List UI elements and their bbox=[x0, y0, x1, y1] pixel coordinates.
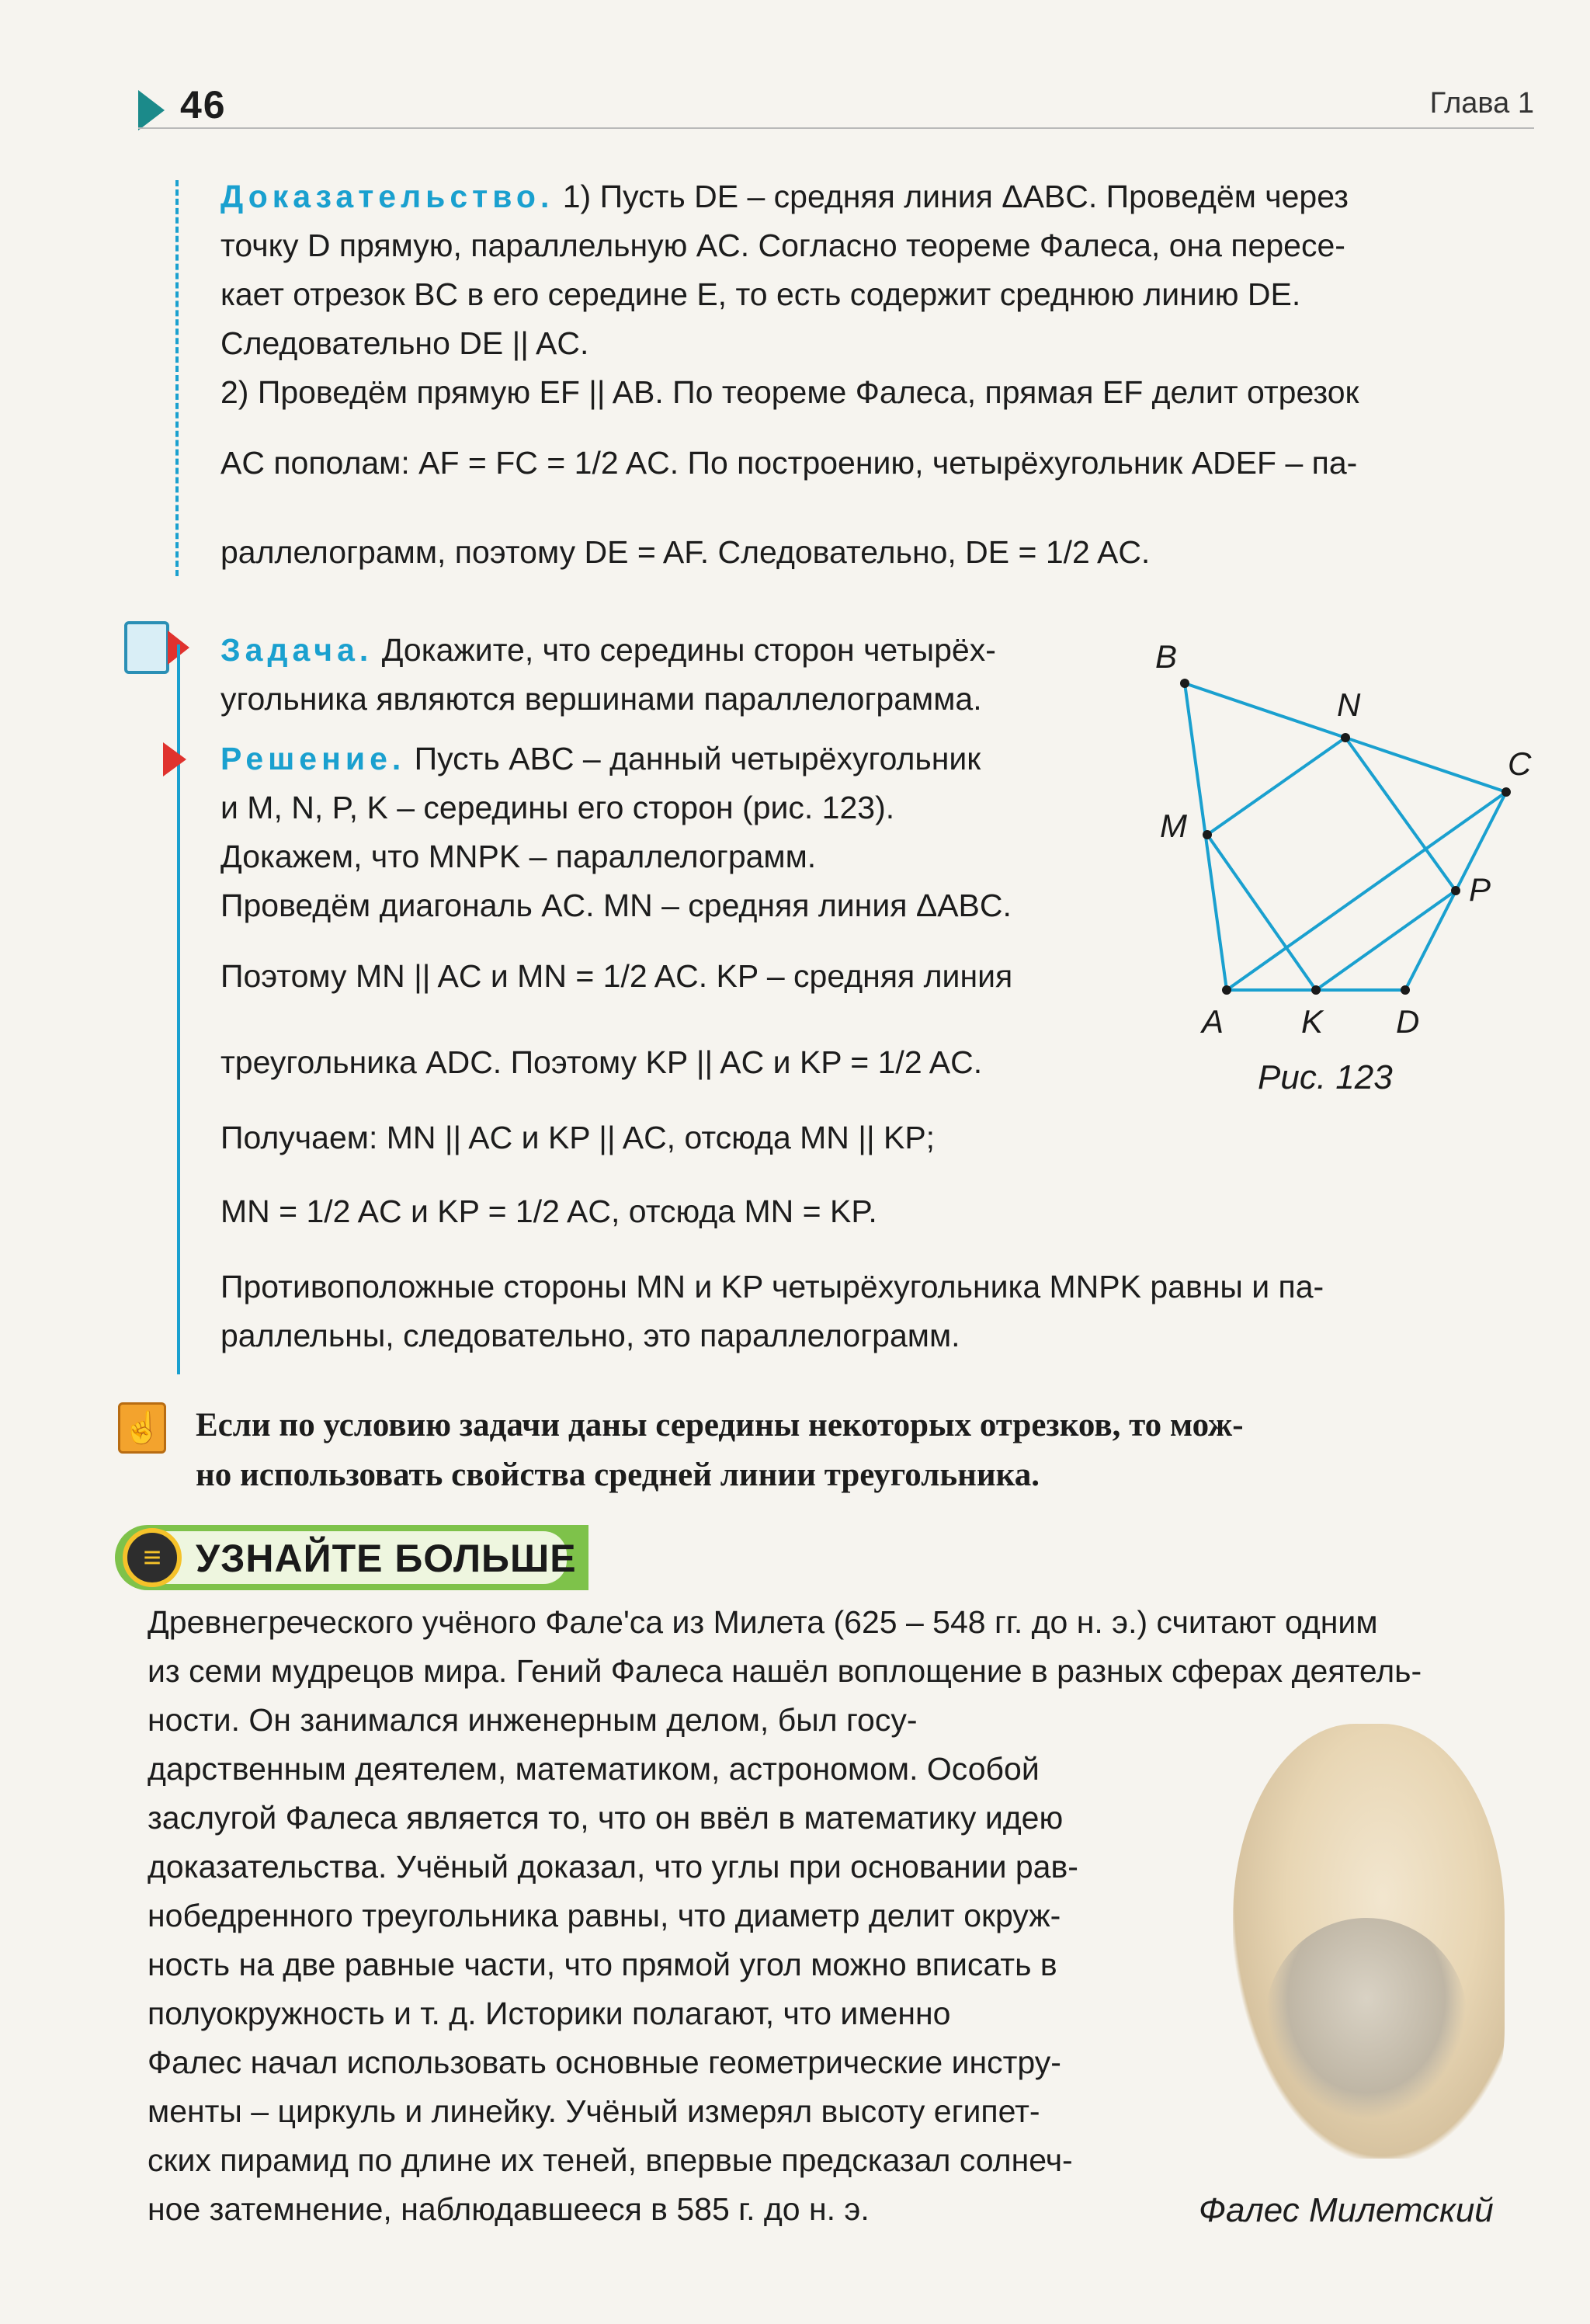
page-marker-arrow-icon bbox=[138, 90, 165, 130]
more-line-7: нобедренного треугольника равны, что диаметр делит окруж- bbox=[148, 1898, 1061, 1933]
label-b: B bbox=[1155, 638, 1178, 675]
proof-line-6: AC пополам: AF = FC = 1/2 AC. По построению, четырёхугольник ADEF – па- bbox=[220, 445, 1358, 481]
chapter-label: Глава 1 bbox=[1429, 87, 1534, 120]
more-line-2: из семи мудрецов мира. Гений Фалеса нашёл воплощение в разных сферах деятель- bbox=[148, 1653, 1422, 1689]
task-label: Задача. bbox=[220, 632, 373, 668]
rule-line-2: но использовать свойства средней линии треугольника. bbox=[196, 1457, 1040, 1493]
proof-line-5: 2) Проведём прямую EF || AB. По теореме Фалеса, прямая EF делит отрезок bbox=[220, 374, 1359, 410]
point-a bbox=[1222, 985, 1231, 995]
label-a: A bbox=[1202, 1003, 1224, 1040]
portrait-caption: Фалес Милетский bbox=[1199, 2191, 1494, 2229]
solution-line-4: Проведём диагональ AC. MN – средняя линия ΔABC. bbox=[220, 888, 1012, 923]
solution-line-2: и M, N, P, K – середины его сторон (рис. 123). bbox=[220, 790, 895, 825]
solution-line-6: треугольника ADC. Поэтому KP || AC и KP = 1/2 AC. bbox=[220, 1044, 983, 1080]
more-line-13: ное затемнение, наблюдавшееся в 585 г. до н. э. bbox=[148, 2191, 870, 2227]
learn-more-title: УЗНАЙТЕ БОЛЬШЕ bbox=[196, 1537, 577, 1580]
task-line-1: Задача. Докажите, что середины сторон четырёх- bbox=[220, 632, 996, 668]
label-n: N bbox=[1337, 686, 1361, 723]
task-line-2: угольника являются вершинами параллелограмма. bbox=[220, 681, 982, 717]
proof-block bbox=[220, 172, 1540, 577]
diagonal-ac bbox=[1227, 792, 1506, 990]
point-b bbox=[1180, 679, 1189, 688]
more-line-1: Древнегреческого учёного Фале'са из Милета (625 – 548 гг. до н. э.) считают одним bbox=[148, 1604, 1378, 1640]
rule-note bbox=[196, 1401, 1547, 1500]
proof-label: Доказательство. bbox=[220, 179, 554, 214]
more-line-4: дарственным деятелем, математиком, астрономом. Особой bbox=[148, 1751, 1040, 1787]
solution-line-1: Решение. Пусть ABC – данный четырёхугольник bbox=[220, 741, 981, 776]
pointing-hand-icon: ☝ bbox=[118, 1402, 166, 1454]
figure-lines bbox=[1185, 683, 1506, 990]
more-line-11: менты – циркуль и линейку. Учёный измерял высоту египет- bbox=[148, 2093, 1040, 2129]
solution-arrow-icon bbox=[163, 742, 186, 776]
more-line-9: полуокружность и т. д. Историки полагают, что именно bbox=[148, 1996, 951, 2031]
task-document-icon bbox=[124, 621, 169, 674]
thales-portrait-beard bbox=[1265, 1918, 1467, 2120]
solution-line-9: Противоположные стороны MN и KP четырёхугольника MNPK равны и па- bbox=[220, 1269, 1324, 1304]
solution-line-10: раллельны, следовательно, это параллелограмм. bbox=[220, 1318, 960, 1353]
more-line-8: ность на две равные части, что прямой угол можно вписать в bbox=[148, 1947, 1057, 1982]
figure-123 bbox=[1149, 637, 1553, 1118]
task-block bbox=[220, 626, 1152, 724]
proof-line-4: Следовательно DE || AC. bbox=[220, 325, 589, 361]
header-divider bbox=[138, 127, 1534, 129]
proof-line-3: кает отрезок BC в его середине E, то есть содержит среднюю линию DE. bbox=[220, 276, 1301, 312]
books-icon: ≡ bbox=[123, 1528, 182, 1587]
more-line-6: доказательства. Учёный доказал, что углы при основании рав- bbox=[148, 1849, 1078, 1885]
rule-line-1: Если по условию задачи даны середины некоторых отрезков, то мож- bbox=[196, 1407, 1244, 1443]
solution-label: Решение. bbox=[220, 741, 406, 776]
page-number: 46 bbox=[180, 83, 227, 127]
point-k bbox=[1311, 985, 1321, 995]
point-m bbox=[1203, 830, 1212, 839]
proof-margin-bar bbox=[175, 180, 179, 576]
more-line-5: заслугой Фалеса является то, что он ввёл в математику идею bbox=[148, 1800, 1064, 1836]
parallelogram-mnpk bbox=[1207, 738, 1456, 990]
quadrilateral-abcd bbox=[1185, 683, 1506, 990]
point-p bbox=[1451, 886, 1460, 895]
solution-line-3: Докажем, что MNPK – параллелограмм. bbox=[220, 839, 817, 874]
solution-line-8: MN = 1/2 AC и KP = 1/2 AC, отсюда MN = KP. bbox=[220, 1193, 877, 1229]
point-n bbox=[1341, 733, 1350, 742]
label-d: D bbox=[1396, 1003, 1420, 1040]
label-c: C bbox=[1508, 745, 1532, 782]
proof-line-7: раллелограмм, поэтому DE = AF. Следовательно, DE = 1/2 AC. bbox=[220, 534, 1151, 570]
more-line-10: Фалес начал использовать основные геометрические инстру- bbox=[148, 2044, 1061, 2080]
point-d bbox=[1401, 985, 1410, 995]
label-k: K bbox=[1301, 1003, 1324, 1040]
figure-caption: Рис. 123 bbox=[1258, 1058, 1393, 1096]
point-c bbox=[1501, 787, 1511, 797]
label-m: M bbox=[1160, 808, 1187, 844]
more-line-3: ности. Он занимался инженерным делом, был госу- bbox=[148, 1702, 918, 1738]
label-p: P bbox=[1469, 871, 1491, 908]
solution-line-5: Поэтому MN || AC и MN = 1/2 AC. KP – средняя линия bbox=[220, 958, 1013, 994]
solution-line-7: Получаем: MN || AC и KP || AC, отсюда MN || KP; bbox=[220, 1120, 936, 1155]
more-line-12: ских пирамид по длине их теней, впервые предсказал солнеч- bbox=[148, 2142, 1073, 2178]
proof-line-2: точку D прямую, параллельную AC. Согласно теореме Фалеса, она пересе- bbox=[220, 228, 1345, 263]
proof-line-1: Доказательство. 1) Пусть DE – средняя линия ΔABC. Проведём через bbox=[220, 179, 1349, 214]
